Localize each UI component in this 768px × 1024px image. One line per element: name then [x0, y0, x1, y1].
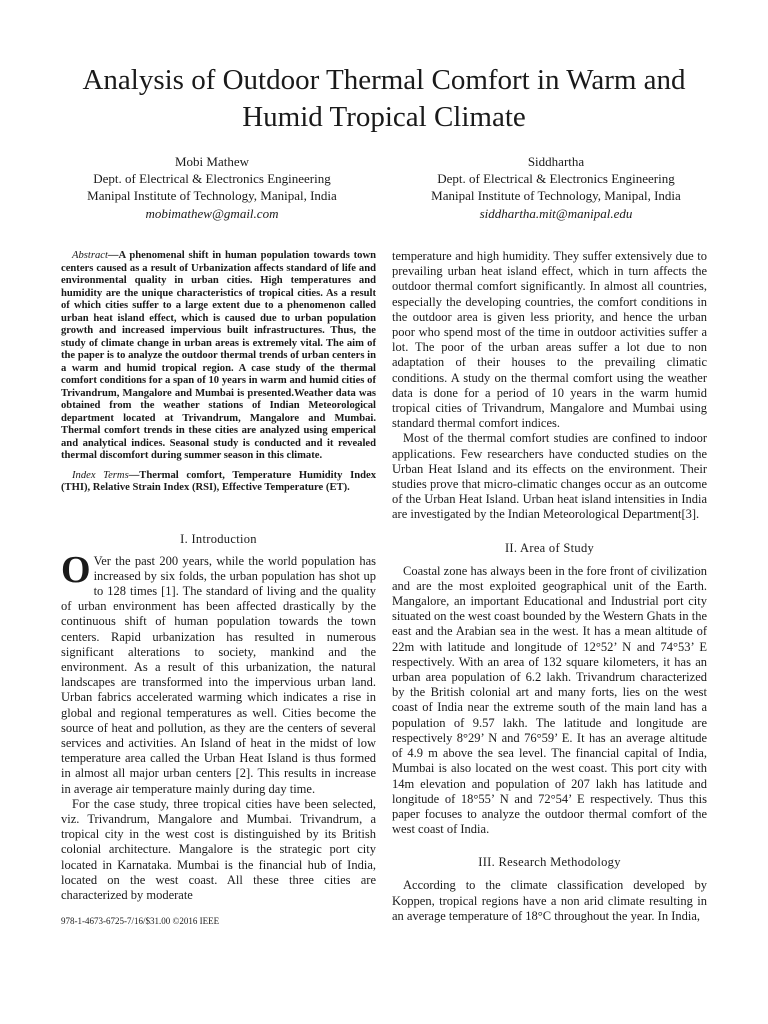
introduction-text-1: Ver the past 200 years, while the world population has increased by six folds, the urban population has shot up to 128 times [1]. The standard of living and the quality of urban environment has been affected drastically by the continuous shift of human population towards the town centers. Rapid urbanization has resulted in numerous significant alterations to society, mankind and the environment. As a result of this urbanization, the natural landscapes are transformed into the impervious urban land. Urban fabrics accelerated warming which indicates a rise in global and regional temperatures as well. Cities become the source of heat and pollution, as they are the centers of several services and activities. An Island of heat in the midst of low temperature area called the Urban Heat Island is thus formed in almost all major urban centers [2]. This results in increase in average air temperature mainly during day time.	[61, 553, 376, 796]
author-email: siddhartha.mit@manipal.edu	[479, 205, 633, 221]
author-institute: Manipal Institute of Technology, Manipal, India	[431, 188, 681, 204]
index-terms-text: —Thermal comfort, Temperature Humidity Index (THI), Relative Strain Index (RSI), Effective Temperature (ET).	[61, 469, 376, 493]
continued-paragraph: temperature and high humidity. They suffer extensively due to prevailing urban heat island effect, which in turn affects the outdoor thermal comfort significantly. In almost all countries, especially the developing countries, the comfort conditions in the outdoor area is given less priority, and hence the urban poor who spend most of the time in outdoor activities suffer a lot. The poor of the urban areas suffer a lot due to non adaptation of their houses to the prevailing climatic conditions. A study on the thermal comfort using the weather data is done for a period of 10 years in the warm humid tropical cities of Trivandrum, Mangalore and Mumbai using standard thermal comfort indices.	[392, 249, 707, 431]
author-name: Mobi Mathew	[174, 154, 250, 169]
left-column	[61, 250, 376, 903]
section-heading-introduction: I. Introduction	[180, 531, 257, 546]
area-of-study-paragraph: Coastal zone has always been in the fore front of civilization and are the most exploited geographical unit of the Earth. Mangalore, an important Educational and Industrial port city situated on the west coast bounded by the Western Ghats in the east and the Arabian sea in the west. It has a mean altitude of 22m with latitude and longitude of 12°52’ N and 74°53’ E respectively. With an area of 132 square kilometers, it has an urban area population of 6.2 lakh. Trivandrum characterized by the British colonial art and many forts, lies on the west coast of India near the extreme south of the main land has a population of 9.57 lakh. The latitude and longitude are respectively 8°29’ N and 76°59’ E. It has an average altitude of 4.9 m above the sea level. The financial capital of India, Mumbai is also located on the west coast. This port city with 14m elevation and population of 207 lakh has latitude and longitude of 18°55’ N and 72°54’ E respectively. Thus this paper focuses to analyze the outdoor thermal comfort of the west coast of India.	[392, 563, 708, 837]
index-terms-label: Index Terms	[72, 469, 129, 481]
author-department: Dept. of Electrical & Electronics Engineering	[93, 171, 331, 187]
indoor-studies-paragraph: Most of the thermal comfort studies are confined to indoor applications. Few researchers have conducted studies on the Urban Heat Island and its effects on the environment. Their studies prove that micro-climatic changes occur as an outcome of the Urban Heat Island. Urban heat island intensities in India are investigated by the Indian Meteorological Department[3].	[392, 431, 707, 522]
abstract	[61, 250, 376, 463]
introduction-paragraph-2: For the case study, three tropical cities have been selected, viz. Trivandrum, Mangalore and Mumbai. Trivandrum, a tropical city in the west cost is distinguished by its British colonial architecture. Mangalore is the strategic port city located in Karnataka. Mumbai is the financial hub of India, located on the west coast. All these three cities are characterized by moderate	[61, 796, 376, 902]
author-name: Siddhartha	[527, 154, 585, 169]
section-heading-area-of-study: II. Area of Study	[504, 540, 595, 555]
author-email: mobimathew@gmail.com	[145, 205, 279, 221]
copyright-footer: 978-1-4673-6725-7/16/$31.00 ©2016 IEEE	[61, 916, 220, 926]
introduction-paragraph-1	[61, 548, 376, 797]
paper-title-line-1: Analysis of Outdoor Thermal Comfort in Warm and	[82, 64, 686, 96]
author-block-1	[40, 153, 384, 222]
abstract-label: Abstract	[72, 250, 108, 261]
author-institute: Manipal Institute of Technology, Manipal, India	[87, 188, 337, 204]
research-methodology-paragraph: According to the climate classification developed by Koppen, tropical regions have a non arid climate resulting in an average temperature of 18°C throughout the year. In India,	[392, 878, 707, 923]
author-department: Dept. of Electrical & Electronics Engineering	[437, 171, 675, 187]
author-block-2	[384, 153, 728, 222]
paper-title	[40, 62, 728, 136]
drop-cap: O	[61, 548, 91, 591]
right-column	[392, 249, 707, 924]
section-heading-research-methodology: III. Research Methodology	[478, 855, 621, 870]
abstract-text: —A phenomenal shift in human population towards town centers caused as a result of Urbanization affects standard of life and environmental quality in urban cities. High temperatures and humidity are the unique characteristics of tropical cities. As a result of which cities suffer to a large extent due to a phenomenon called urban heat island effect, which is caused due to urban population growth and increased impervious built infrastructures. Thus, the study of climate change in urban areas is extremely vital. The aim of the paper is to analyze the outdoor thermal trends of urban centers in a warm and humid tropical region. A case study of the thermal comfort conditions for a span of 10 years in warm and humid cities of Trivandrum, Mangalore and Mumbai is presented.Weather data was obtained from the weather stations of Indian Meteorological department located at Trivandrum, Mangalore and Mumbai. Thermal comfort trends in these cities are analyzed using emperical and analytical indices. Seasonal study is conducted and it revealed thermal discomfort during summer season in this climate.	[61, 250, 376, 461]
paper-title-line-2: Humid Tropical Climate	[242, 101, 526, 133]
index-terms	[61, 470, 376, 495]
